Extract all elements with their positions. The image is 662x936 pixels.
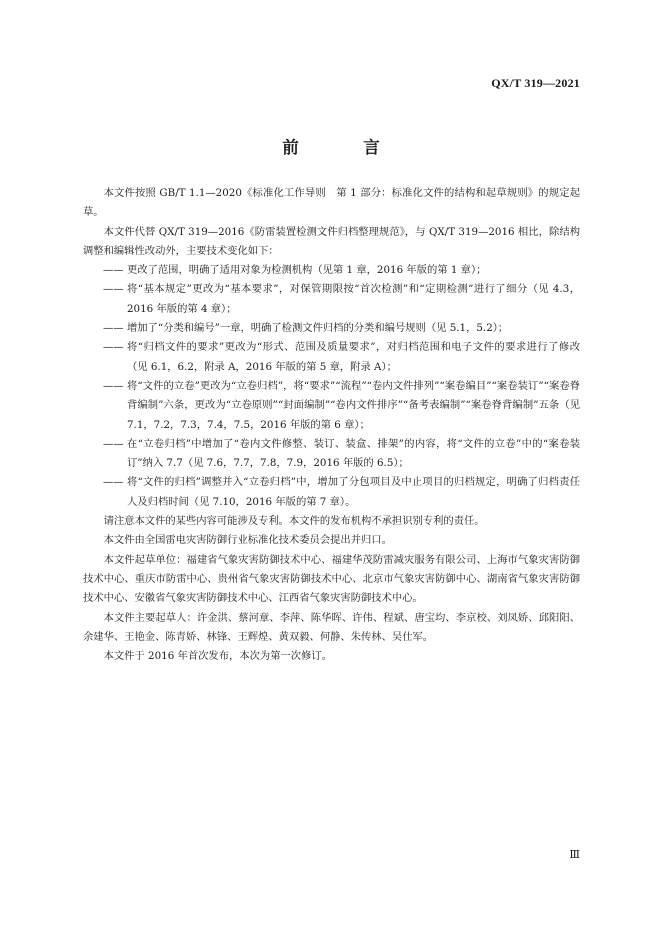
- list-dash: ——: [103, 322, 124, 335]
- change-item: [83, 435, 580, 474]
- list-dash: ——: [103, 264, 124, 277]
- change-item-text: 更改了范围，明确了适用对象为检测机构（见第 1 章，2016 年版的第 1 章）；: [127, 264, 487, 277]
- standard-code: QX/T 319—2021: [491, 76, 580, 90]
- paragraph-drafting-basis: 本文件按照 GB/T 1.1—2020《标准化工作导则 第 1 部分：标准化文件的结构和起草规则》的规定起草。: [83, 187, 580, 219]
- document-body: [83, 184, 580, 666]
- list-dash: ——: [103, 341, 124, 354]
- change-item: [83, 319, 580, 338]
- change-item-text: 将“基本规定”更改为“基本要求”，对保管期限按“首次检测”和“定期检测”进行了细分（见 4.3，2016 年版的第 4 章）；: [127, 283, 580, 315]
- change-item-text: 将“文件的立卷”更改为“立卷归档”，将“要求”“流程”“卷内文件排列”“案卷编目”“案卷装订”“案卷脊背编制”六条，更改为“立卷原则”“封面编制”“卷内文件排序”“备考表编制”“案卷脊背编制”五条（见 7.1，7.2，7.3，7.4，7.5，2016 年版的第 6 章）；: [127, 379, 580, 431]
- page-number: Ⅲ: [569, 848, 580, 861]
- change-item: [83, 338, 580, 377]
- change-item-text: 增加了“分类和编号”一章，明确了检测文件归档的分类和编号规则（见 5.1，5.2）；: [127, 322, 509, 335]
- change-item-text: 在“立卷归档”中增加了“卷内文件修整、装订、装盒、排架”的内容，将“文件的立卷”中的“案卷装订”纳入 7.7（见 7.6，7.7，7.8，7.9，2016 年版的 6.5）；: [127, 437, 580, 470]
- list-dash: ——: [103, 476, 124, 489]
- change-item-text: 将“文件的归档”调整并入“立卷归档”中，增加了分包项目及中止项目的归档规定，明确了归档责任人及归档时间（见 7.10，2016 年版的第 7 章）。: [127, 476, 580, 508]
- paragraph-patent-notice: 请注意本文件的某些内容可能涉及专利。本文件的发布机构不承担识别专利的责任。: [103, 515, 485, 528]
- change-item: [83, 261, 580, 280]
- paragraph-release-history: 本文件于 2016 年首次发布，本次为第一次修订。: [103, 650, 332, 663]
- paragraph-drafting-units: 本文件起草单位：福建省气象灾害防御技术中心、福建华茂防雷减灾服务有限公司、上海市气象灾害防御技术中心、重庆市防雷中心、贵州省气象灾害防御技术中心、北京市气象灾害防御中心、湖南省气象灾害防御技术中心、安徽省气象灾害防御技术中心、江西省气象灾害防御技术中心。: [83, 553, 580, 605]
- page-title: 前 言: [282, 138, 404, 157]
- list-dash: ——: [103, 437, 124, 450]
- change-item: [83, 473, 580, 512]
- paragraph-proposer: 本文件由全国雷电灾害防御行业标准化技术委员会提出并归口。: [103, 534, 392, 547]
- change-item: [83, 377, 580, 435]
- paragraph-drafters: 本文件主要起草人：许金洪、蔡河章、李萍、陈华晖、许伟、程斌、唐宝均、李京校、刘凤娇、邱阳阳、余建华、王艳金、陈青娇、林锋、王辉煌、黄双毅、何静、朱传林、吴仕军。: [83, 611, 580, 643]
- list-dash: ——: [103, 283, 124, 296]
- paragraph-replacement-note: 本文件代替 QX/T 319—2016《防雷装置检测文件归档整理规范》，与 QX/T 319—2016 相比，除结构调整和编辑性改动外，主要技术变化如下：: [83, 225, 580, 257]
- change-item-text: 将“归档文件的要求”更改为“形式、范围及质量要求”，对归档范围和电子文件的要求进行了修改（见 6.1，6.2，附录 A，2016 年版的第 5 章，附录 A）；: [127, 341, 580, 373]
- change-item: [83, 280, 580, 319]
- list-dash: ——: [103, 379, 124, 392]
